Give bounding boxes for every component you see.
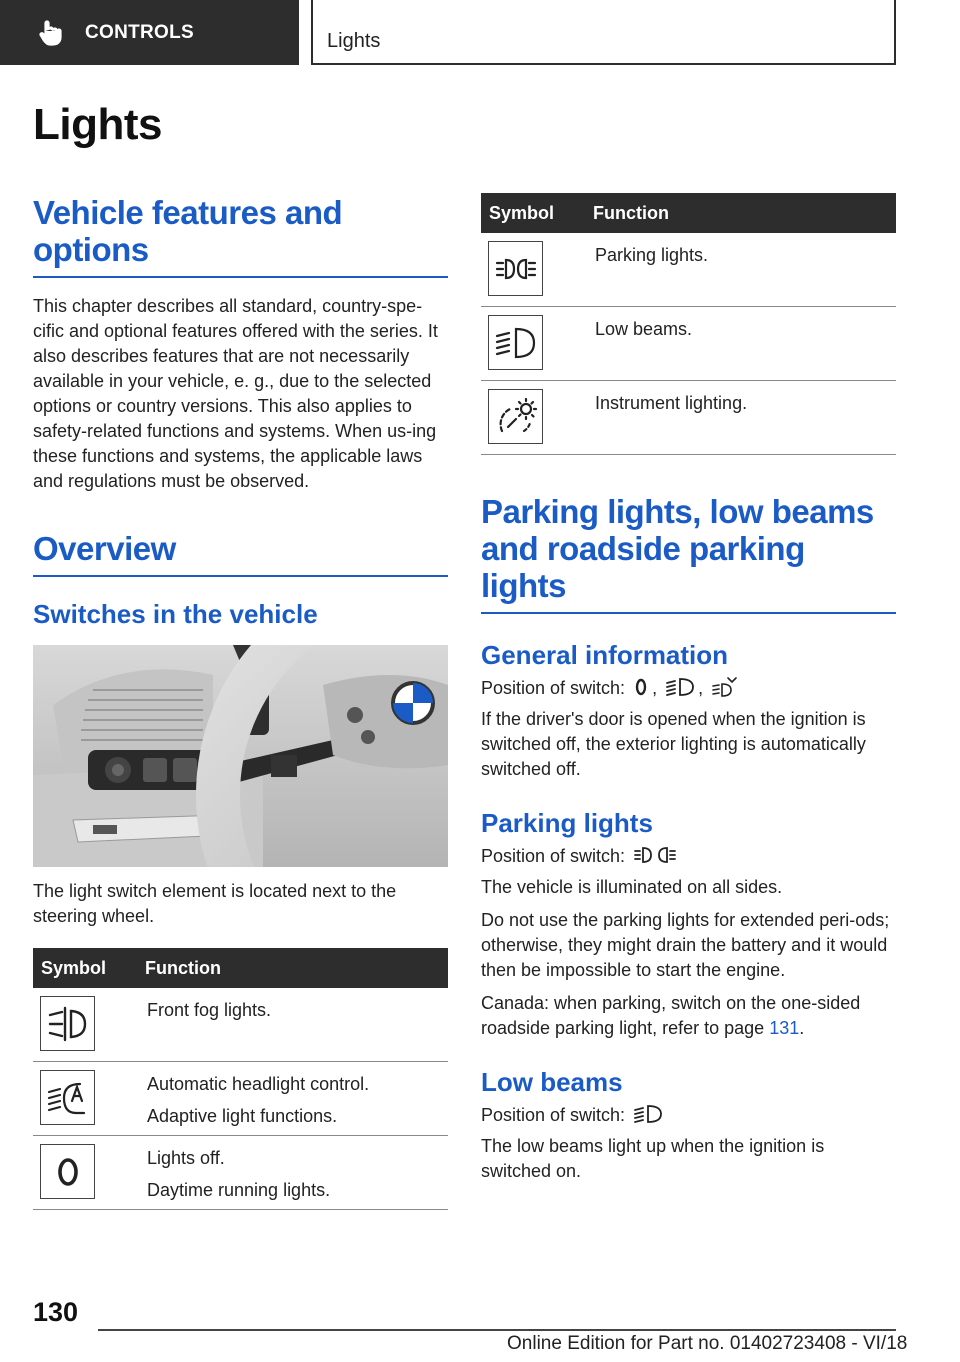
page-title: Lights xyxy=(33,100,162,149)
col-symbol: Symbol xyxy=(481,193,587,233)
function-text: Lights off. xyxy=(147,1148,225,1168)
features-paragraph: This chapter describes all standard, country-spe-cific and optional features offered with the series. It also describes features that are not necessarily available in your vehicle, e. g., due to the selected options or country versions. This also applies to safety-related functions and systems. When us-ing these functions and systems, the applicable laws and regulations must be observed. xyxy=(33,296,438,491)
heading-parking-low-beams: Parking lights, low beams and roadside parking lights xyxy=(481,493,896,614)
table-row xyxy=(481,233,896,307)
left-column xyxy=(33,194,448,1210)
parking-paragraph-2: Do not use the parking lights for extended peri-ods; otherwise, they might drain the battery and it would then be impossible to start the engine. xyxy=(481,910,890,980)
switch-position-label: Position of switch: xyxy=(481,1105,626,1125)
lights-off-icon xyxy=(633,676,649,698)
lights-off-icon xyxy=(40,1144,95,1199)
parking-paragraph-1: The vehicle is illuminated on all sides. xyxy=(481,877,783,897)
low-beams-icon xyxy=(665,676,695,698)
light-switch-photo xyxy=(33,645,448,867)
page-number: 130 xyxy=(33,1297,79,1327)
footer-divider xyxy=(98,1329,896,1331)
switch-caption: The light switch element is located next to the steering wheel. xyxy=(33,881,397,926)
heading-switches: Switches in the vehicle xyxy=(33,599,318,629)
function-text: Parking lights. xyxy=(595,245,709,265)
heading-general-information: General information xyxy=(481,640,729,670)
roadside-parking-light-icon xyxy=(711,676,737,698)
general-paragraph: If the driver's door is opened when the ignition is switched off, the exterior lighting is automatically switched off. xyxy=(481,709,866,779)
low-beams-switch-position xyxy=(481,1103,896,1128)
right-column xyxy=(481,193,896,1184)
low-beams-paragraph: The low beams light up when the ignition is switched on. xyxy=(481,1136,825,1181)
symbol-table-left xyxy=(33,948,448,1210)
switch-position-label: Position of switch: xyxy=(481,678,626,698)
function-text: Front fog lights. xyxy=(147,1000,272,1020)
table-row xyxy=(481,307,896,381)
table-header-row xyxy=(33,948,448,988)
general-switch-position: Position of switch: , , xyxy=(481,676,896,701)
hand-pointer-icon xyxy=(36,18,66,48)
parking-paragraph-3 xyxy=(481,991,896,1041)
low-beams-icon xyxy=(488,315,543,370)
function-text: Instrument lighting. xyxy=(595,393,748,413)
page-reference-link[interactable]: 131 xyxy=(769,1018,800,1038)
function-text: Adaptive light functions. xyxy=(147,1106,338,1126)
col-symbol: Symbol xyxy=(33,948,139,988)
heading-overview: Overview xyxy=(33,530,448,577)
section-label: CONTROLS xyxy=(85,21,195,43)
instrument-lighting-icon xyxy=(488,389,543,444)
heading-parking-lights: Parking lights xyxy=(481,808,653,838)
front-fog-lights-icon xyxy=(40,996,95,1051)
table-row xyxy=(33,1136,448,1210)
chapter-label: Lights xyxy=(327,30,381,52)
heading-vehicle-features: Vehicle features and options xyxy=(33,194,448,278)
low-beams-icon xyxy=(633,1103,663,1125)
table-row xyxy=(33,988,448,1062)
table-row xyxy=(33,1062,448,1136)
parking-switch-position xyxy=(481,844,896,869)
parking-text: Canada: when parking, switch on the one-sided roadside parking light, refer to page xyxy=(481,993,861,1038)
function-text: Automatic headlight control. xyxy=(147,1074,370,1094)
automatic-headlight-icon xyxy=(40,1070,95,1125)
function-text: Low beams. xyxy=(595,319,693,339)
symbol-table-right xyxy=(481,193,896,455)
parking-lights-icon xyxy=(488,241,543,296)
chapter-header xyxy=(311,0,896,65)
col-function: Function xyxy=(139,948,448,988)
switch-position-label: Position of switch: xyxy=(481,846,626,866)
section-tab xyxy=(0,0,299,65)
function-text: Daytime running lights. xyxy=(147,1180,331,1200)
table-header-row xyxy=(481,193,896,233)
col-function: Function xyxy=(587,193,896,233)
table-row xyxy=(481,381,896,455)
parking-lights-icon xyxy=(633,844,679,866)
parking-text-end: . xyxy=(799,1018,805,1038)
heading-low-beams: Low beams xyxy=(481,1067,623,1097)
edition-text: Online Edition for Part no. 01402723408 - VI/18 xyxy=(507,1333,908,1354)
